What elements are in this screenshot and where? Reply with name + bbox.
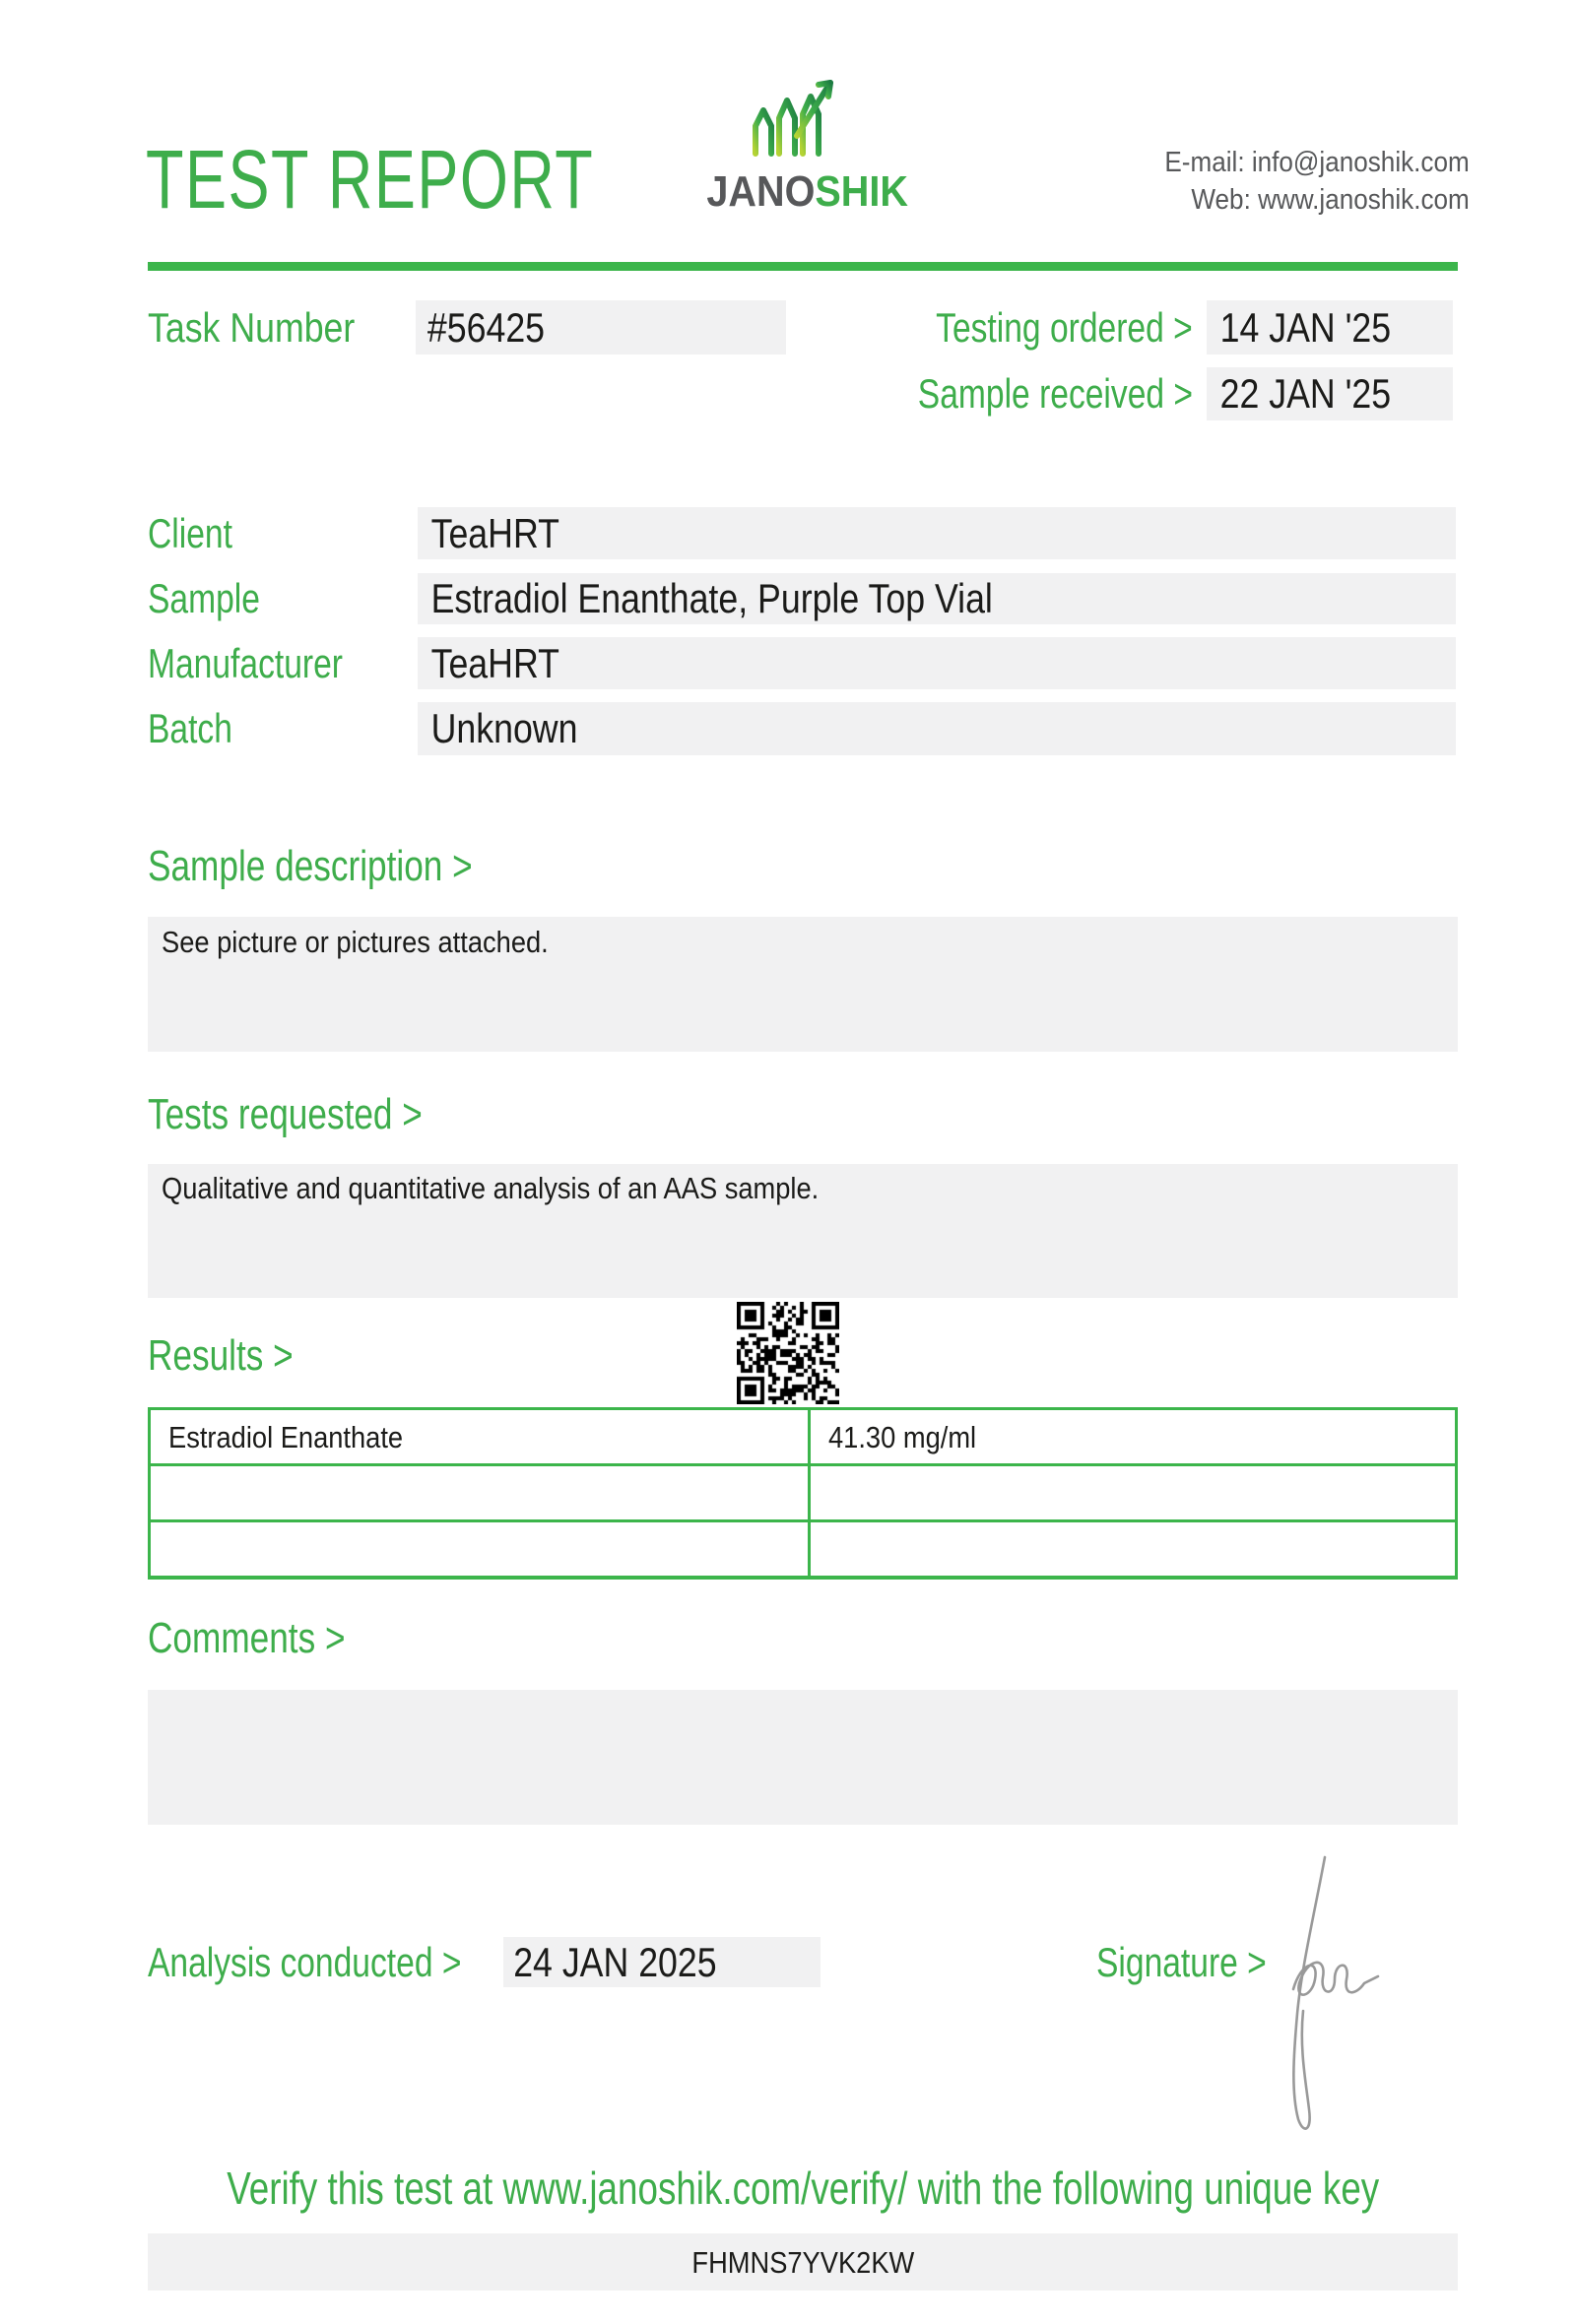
results-heading: Results > bbox=[148, 1331, 294, 1380]
page-title: TEST REPORT bbox=[146, 133, 595, 226]
results-table-column-divider bbox=[808, 1410, 811, 1577]
manufacturer-value-box: TeaHRT bbox=[418, 637, 1456, 689]
results-table-row: Estradiol Enanthate 41.30 mg/ml bbox=[151, 1410, 1455, 1466]
results-table bbox=[148, 1407, 1458, 1580]
results-table-row bbox=[151, 1522, 1455, 1579]
growth-chart-icon bbox=[742, 75, 836, 160]
tests-requested-box: Qualitative and quantitative analysis of an AAS sample. bbox=[148, 1164, 1458, 1298]
client-label: Client bbox=[148, 509, 232, 556]
contact-web: Web: www.janoshik.com bbox=[1191, 183, 1470, 216]
brand-jano: JANO bbox=[706, 167, 816, 216]
task-number-label: Task Number bbox=[148, 303, 356, 351]
sample-description-box: See picture or pictures attached. bbox=[148, 917, 1458, 1052]
task-number-value-box: #56425 bbox=[416, 300, 786, 355]
unique-key-box: FHMNS7YVK2KW bbox=[148, 2233, 1458, 2291]
analysis-conducted-label: Analysis conducted > bbox=[148, 1938, 462, 1985]
results-table-row bbox=[151, 1466, 1455, 1522]
header-divider bbox=[148, 262, 1458, 271]
sample-label: Sample bbox=[148, 575, 260, 621]
comments-box bbox=[148, 1690, 1458, 1825]
verify-instruction: Verify this test at www.janoshik.com/verify/ with the following unique key bbox=[227, 2163, 1379, 2214]
comments-heading: Comments > bbox=[148, 1614, 346, 1662]
brand-shik: SHIK bbox=[815, 167, 909, 216]
batch-label: Batch bbox=[148, 705, 232, 751]
handwritten-signature bbox=[1266, 1841, 1413, 2157]
signature-label: Signature > bbox=[1096, 1938, 1267, 1985]
testing-ordered-label: Testing ordered > bbox=[936, 303, 1193, 351]
sample-received-value-box: 22 JAN '25 bbox=[1207, 367, 1453, 420]
qr-code bbox=[737, 1302, 839, 1404]
tests-requested-heading: Tests requested > bbox=[148, 1090, 423, 1138]
testing-ordered-value-box: 14 JAN '25 bbox=[1207, 300, 1453, 355]
sample-received-label: Sample received > bbox=[917, 370, 1193, 417]
sample-value-box: Estradiol Enanthate, Purple Top Vial bbox=[418, 573, 1456, 624]
manufacturer-label: Manufacturer bbox=[148, 639, 343, 686]
contact-email: E-mail: info@janoshik.com bbox=[1164, 146, 1470, 178]
client-value-box: TeaHRT bbox=[418, 507, 1456, 559]
analysis-date-box: 24 JAN 2025 bbox=[503, 1937, 821, 1987]
brand-logo bbox=[702, 169, 913, 215]
batch-value-box: Unknown bbox=[418, 702, 1456, 755]
sample-description-heading: Sample description > bbox=[148, 842, 473, 890]
